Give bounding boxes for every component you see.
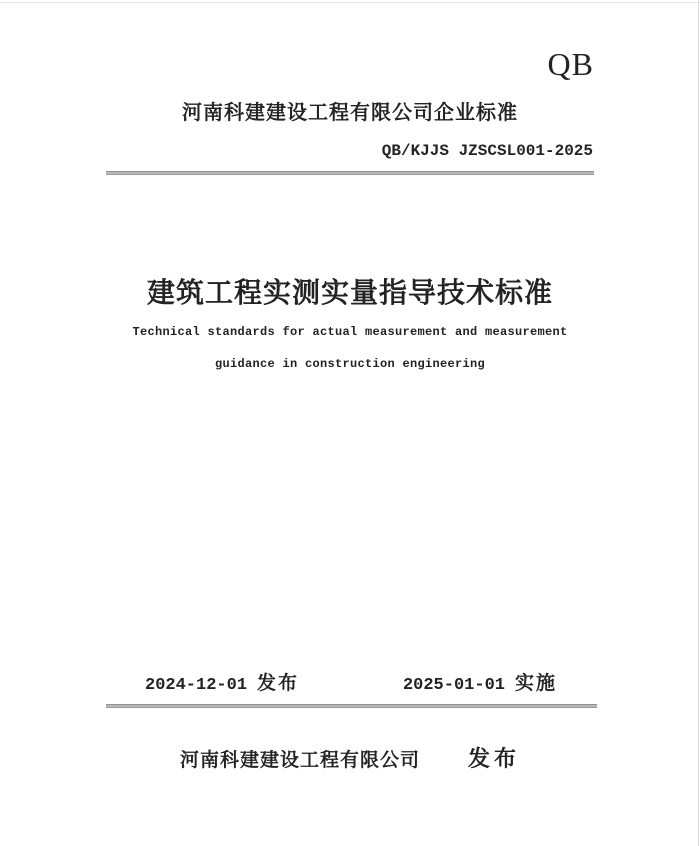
document-title-zh: 建筑工程实测实量指导技术标准 [146, 278, 553, 309]
standard-number: QB/KJJS JZSCSL001-2025 [381, 142, 593, 160]
page-right-edge [698, 0, 699, 846]
org-standard-heading: 河南科建建设工程有限公司企业标准 [182, 102, 518, 124]
footer-rule [106, 704, 597, 708]
issue-date: 2024-12-01 [145, 676, 248, 695]
header-rule [106, 171, 594, 175]
page-top-edge [0, 2, 700, 3]
issue-date-group [145, 673, 299, 696]
publish-label: 发布 [468, 746, 521, 771]
issue-label: 发布 [257, 673, 300, 694]
implement-date-group [403, 673, 557, 696]
publisher-line [0, 745, 700, 774]
dates-row [145, 673, 557, 696]
standard-code-mark: QB [547, 46, 594, 82]
implement-label: 实施 [514, 673, 557, 694]
implement-date: 2025-01-01 [402, 676, 505, 695]
publisher-name: 河南科建建设工程有限公司 [179, 750, 420, 771]
document-title-en-line2: guidance in construction engineering [214, 357, 486, 371]
document-title-en-line1: Technical standards for actual measurement and measurement [132, 325, 568, 339]
